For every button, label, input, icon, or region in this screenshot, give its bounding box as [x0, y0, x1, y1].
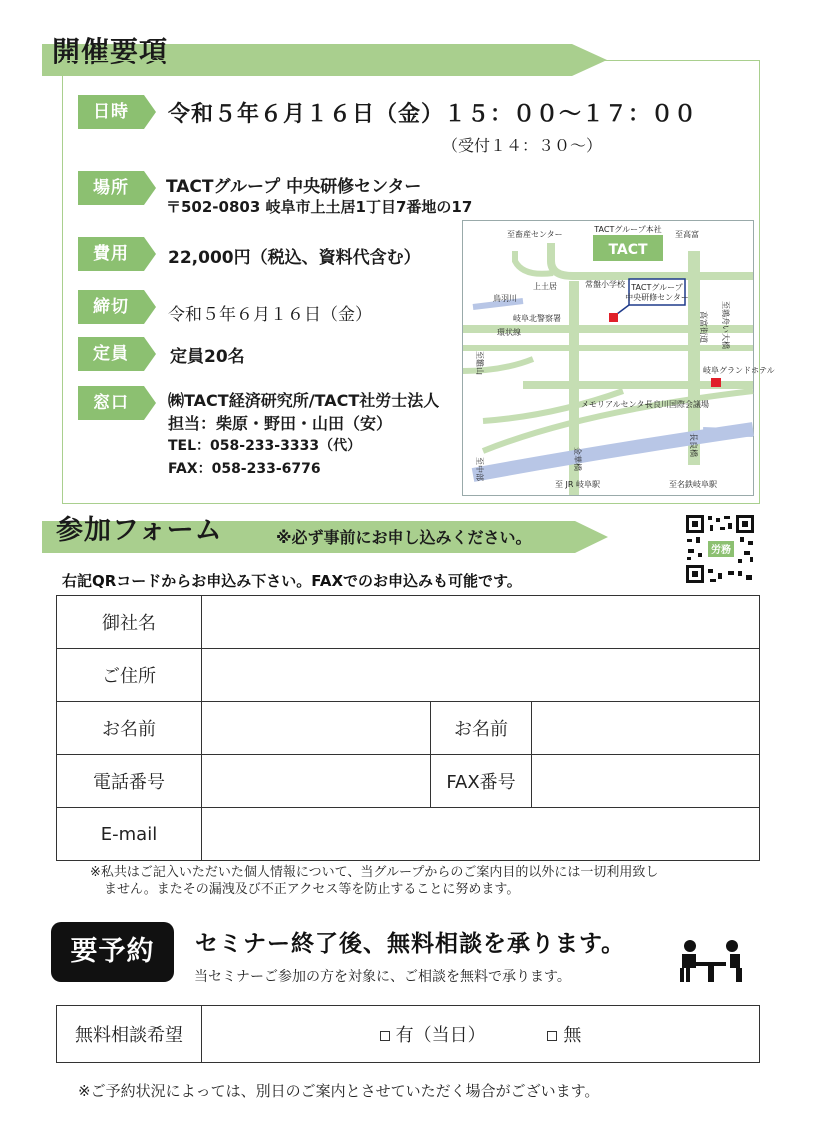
table-row	[57, 596, 760, 649]
label-datetime: 日時	[78, 95, 156, 129]
section-title-overview: 開催要項	[52, 35, 169, 68]
company-label: 御社名	[57, 596, 202, 649]
map-label-kinkabashi: 金華橋	[573, 447, 582, 471]
section-form-note: ※必ず事前にお申し込みください。	[276, 528, 532, 547]
name2-label: お名前	[431, 702, 532, 755]
name1-label: お名前	[57, 702, 202, 755]
name2-field[interactable]	[532, 702, 760, 755]
map-label-police: 岐阜北警察署	[513, 314, 561, 323]
map-hotel-marker	[711, 378, 721, 387]
consult-option-yes[interactable]	[380, 1025, 492, 1046]
reservation-badge	[51, 922, 174, 982]
email-field[interactable]	[202, 808, 760, 861]
consultation-icon	[678, 938, 744, 990]
table-row	[57, 702, 760, 755]
privacy-note-line1: ※私共はご記入いただいた個人情報について、当グループからのご案内目的以外には一切利用致し	[90, 865, 659, 880]
consult-options	[202, 1006, 760, 1063]
map-label-memorial: メモリアルセンター	[581, 400, 653, 409]
application-form-table	[56, 595, 760, 861]
contact-org: ㈱TACT経済研究所/TACT社労士法人	[168, 391, 440, 410]
capacity-value: 定員20名	[170, 347, 245, 367]
address-label: ご住所	[57, 649, 202, 702]
map-label-loop: 環状線	[497, 328, 521, 337]
table-row	[57, 1006, 760, 1063]
map-label-north-left: 至畜産センター	[507, 230, 563, 239]
label-fee: 費用	[78, 237, 156, 271]
company-field[interactable]	[202, 596, 760, 649]
qr-code[interactable]	[684, 513, 756, 585]
map-label-west: 至雛山	[475, 351, 484, 375]
fee-value: 22,000円（税込、資料代含む）	[168, 248, 421, 268]
section-title-form: 参加フォーム	[56, 515, 223, 546]
access-map	[462, 220, 775, 496]
map-callout-line1: TACTグループ	[631, 283, 683, 292]
footer-note: ※ご予約状況によっては、別日のご案内とさせていただく場合がございます。	[78, 1082, 600, 1100]
contact-person: 担当：柴原・野田・山田（安）	[168, 414, 393, 433]
consultation-table	[56, 1005, 760, 1063]
reservation-badge-text: 要予約	[70, 936, 155, 967]
venue-name: TACTグループ 中央研修センター	[166, 177, 422, 197]
name1-field[interactable]	[202, 702, 431, 755]
map-logo-caption: TACTグループ本社	[594, 225, 662, 234]
contact-fax: FAX：058-233-6776	[168, 461, 321, 477]
label-venue: 場所	[78, 171, 156, 205]
map-label-nagarabashi: 長良橋	[689, 433, 698, 457]
table-row	[57, 649, 760, 702]
phone-field[interactable]	[202, 755, 431, 808]
fax-label: FAX番号	[431, 755, 532, 808]
map-label-road-vertical: 高富街道	[699, 311, 708, 343]
map-label-river1: 鳥羽川	[493, 294, 517, 303]
consult-option-no-label: 無	[563, 1025, 582, 1046]
label-capacity: 定員	[78, 337, 156, 371]
consult-label: 無料相談希望	[57, 1006, 202, 1063]
table-row	[57, 808, 760, 861]
form-instruction: 右記QRコードからお申込み下さい。FAXでのお申込みも可能です。	[62, 572, 522, 590]
datetime-reception: （受付１４：３０〜）	[442, 136, 603, 155]
checkbox-no[interactable]	[547, 1031, 557, 1041]
phone-label: 電話番号	[57, 755, 202, 808]
consult-option-yes-label: 有（当日）	[395, 1025, 486, 1046]
consult-option-no[interactable]	[547, 1025, 581, 1046]
map-callout-line2: 中央研修センター	[625, 293, 689, 302]
map-logo-text: TACT	[608, 242, 648, 258]
email-label: E-mail	[57, 808, 202, 861]
map-label-south-jr: 至 JR 岐阜駅	[555, 480, 601, 489]
fax-field[interactable]	[532, 755, 760, 808]
map-label-kamidoi: 上土居	[533, 282, 557, 291]
label-deadline: 締切	[78, 290, 156, 324]
map-label-north-right: 至高富	[675, 230, 699, 239]
map-label-hotel: 岐阜グランドホテル	[703, 366, 775, 375]
map-label-southwest: 至中部	[475, 457, 484, 481]
reservation-headline: セミナー終了後、無料相談を承ります。	[195, 931, 626, 957]
map-label-south-mei: 至名鉄岐阜駅	[669, 480, 717, 489]
address-field[interactable]	[202, 649, 760, 702]
checkbox-yes[interactable]	[380, 1031, 390, 1041]
reservation-subtext: 当セミナーご参加の方を対象に、ご相談を無料で承ります。	[194, 969, 571, 985]
map-label-school: 常盤小学校	[585, 280, 625, 289]
map-label-east-upper: 至鶉舟い大橋	[721, 301, 730, 349]
label-contact: 窓口	[78, 386, 156, 420]
deadline-value: 令和５年６月１６日（金）	[168, 305, 372, 325]
table-row	[57, 755, 760, 808]
map-venue-marker	[609, 313, 618, 322]
datetime-value: 令和５年６月１６日（金）１５：００〜１７：００	[168, 102, 698, 127]
contact-tel: TEL：058-233-3333（代）	[168, 438, 362, 454]
venue-address: 〒502-0803 岐阜市上土居1丁目7番地の17	[166, 198, 473, 216]
privacy-note-line2: ません。またその漏洩及び不正アクセス等を防止することに努めます。	[104, 882, 520, 897]
map-label-nagaragawa: 長良川国際会議場	[645, 400, 709, 409]
qr-badge-text: 労務	[711, 545, 731, 556]
